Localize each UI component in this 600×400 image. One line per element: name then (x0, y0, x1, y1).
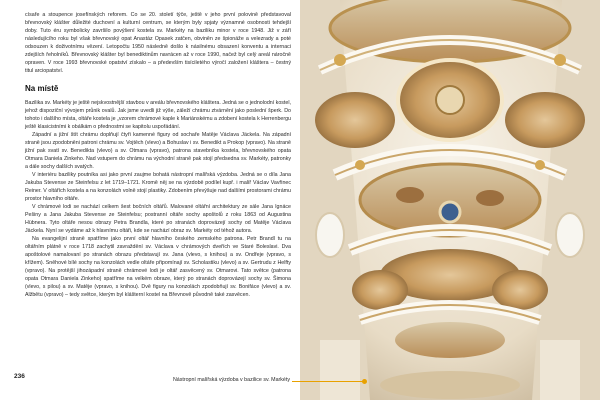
intro-paragraph: císaře a stoupence josefínských reforem. Co se 20. století týče, ještě v jeho první polovině představoval břevnovský klášter důležité duchovní a kulturní centrum, se kterým byly spjaty významné osobnosti tehdejší doby. Tuto éru symbolicky završilo povýšení kostela sv. Markéty na baziliku minor v roce 1948. Již v září následujícího roku byl však břevnovský opat Anastáz Opasek zatčen, obviněn ze špionáže a velezrady a poté odsouzen k doživotnímu vězení. Letopočtu 1950 následně došlo k násilnému obsazení konventu a internaci zdejších řeholníků. Břevnovský klášter byl benediktinům navrácen až v roce 1990, načež byl celý areál náročně opraven. V roce 1993 břevnovské opatství získalo – a především tisíciletého výročí založení kláštera – čestný titul arciopatství. (25, 12, 291, 74)
ceiling-fresco-photo (300, 0, 600, 400)
section-heading: Na místě (25, 84, 59, 93)
body-paragraph-5: Na evangelijní straně spatříme jako první oltář hlavního českého zemského patrona. Petr Brandl tu na oltářním plátně v roce 1718 zachytil zavraždění sv. Václava v chrámových dveřích ve Staré Boleslavi. Dva apoštolové namalovaní po stranách obrazu představují sv. Jana (vlevo, s knihou) a sv. Ondřeje (vpravo, s křížem). Sněhové bílé sochy na konzolách vedle oltáře připomínají sv. Scholastiku (vlevo) a sv. Gertrudu z Helfty (vpravo). Na protější jihozápadní straně chrámové lodi je oltář zasvěcený sv. Otmarovi. Tato světce (patrona opata Otmara Daniela Zinkeho) spatříme na velkém obraze, který po stranách doprovázejí sochy sv. Šimona (vlevo, s pilou) a sv. Matěje (vpravo, s knihou). Dvě figury na konzolách zpodobňují sv. Bonifáce (vlevo) a sv. Alžbětu (vpravo) – tedy světce, kterým byl klášterní kostel na Břevnově původně také zasvěcen. (25, 236, 291, 298)
body-paragraph-2: Západní a jižní štít chrámu doplňují čtyři kamenné figury od sochaře Matěje Václava Jäckela. Na západní straně jsou zpodobněni patroni chrámu sv. Vojtěch (vlevo) a Bohuslav i sv. Benedikt a Prokop (vpravo). Na straně jižní pak svatí sv. Benedikta (vlevo) a sv. Otmara (vpravo), patrona stavebníka kostela, břevnovského opata Otmara Daniela Zinkeho. Nad vstupem do chrámu na východní straně pak stojí předsedna sv. Markéty, patronky a dále sochy dalších svatých. (25, 132, 291, 170)
photo-caption: Nástropní malířská výzdoba v bazilice sv. Markéty (172, 377, 290, 383)
body-paragraph-4: V chrámové lodi se nachází celkem šest bočních oltářů. Malované oltářní architektury ze sále Jana Ignáce Pešiny a Jana Jakuba Stevense ze Steinfelsu; postranní oltáře sochy apoštolů z roku 1863 od Augustina Hübnera. Tyto oltáře nesou obrazy Petra Brandla, které po stranách doprovázejí sochy od Matěje Václava Jäckela. Nyní se vydáme až k hlavnímu oltáři, kde se nachází obraz sv. Markéty od téhož autora. (25, 204, 291, 234)
caption-pointer-dot (362, 379, 367, 384)
text-column (25, 11, 291, 299)
page-number: 236 (14, 373, 25, 380)
body-paragraph-1: Bazilika sv. Markéty je ještě nejskvostnější stavbou v areálu břevnovského kláštera. Jedná se o jednolodní kostel, jehož dispoziční vývojem průnik ovalů. Jak jsme uvedli již výše, záleží chrámu ztvárnění jako poslední šperk. Do tohoto i dalšího místa, oltáře kostela je „vzorem chrámové kaple k Mariánskému a zdobení kostela k Herrenbergu ještě klasicistními k obálkám o přednostmi se kapitolu uspořádání. (25, 100, 291, 130)
body-paragraph-3: V interiéru baziliky poutníka asi jako první zaujme bohatá nástropní malířská výzdoba. Jedná se o díla Jana Jakuba Stevense ze Steinfelsu z let 1719–1721. Kromě něj se na výzdobě podílel kupř. i malíř Václav Vavřinec Reiner. V oltářích kostela a na konzolách volně stojí plastiky. Zdobením převýšuje nad dalšími prostorami chrámu prostor hlavního oltáře. (25, 172, 291, 202)
caption-pointer-line (292, 381, 364, 382)
